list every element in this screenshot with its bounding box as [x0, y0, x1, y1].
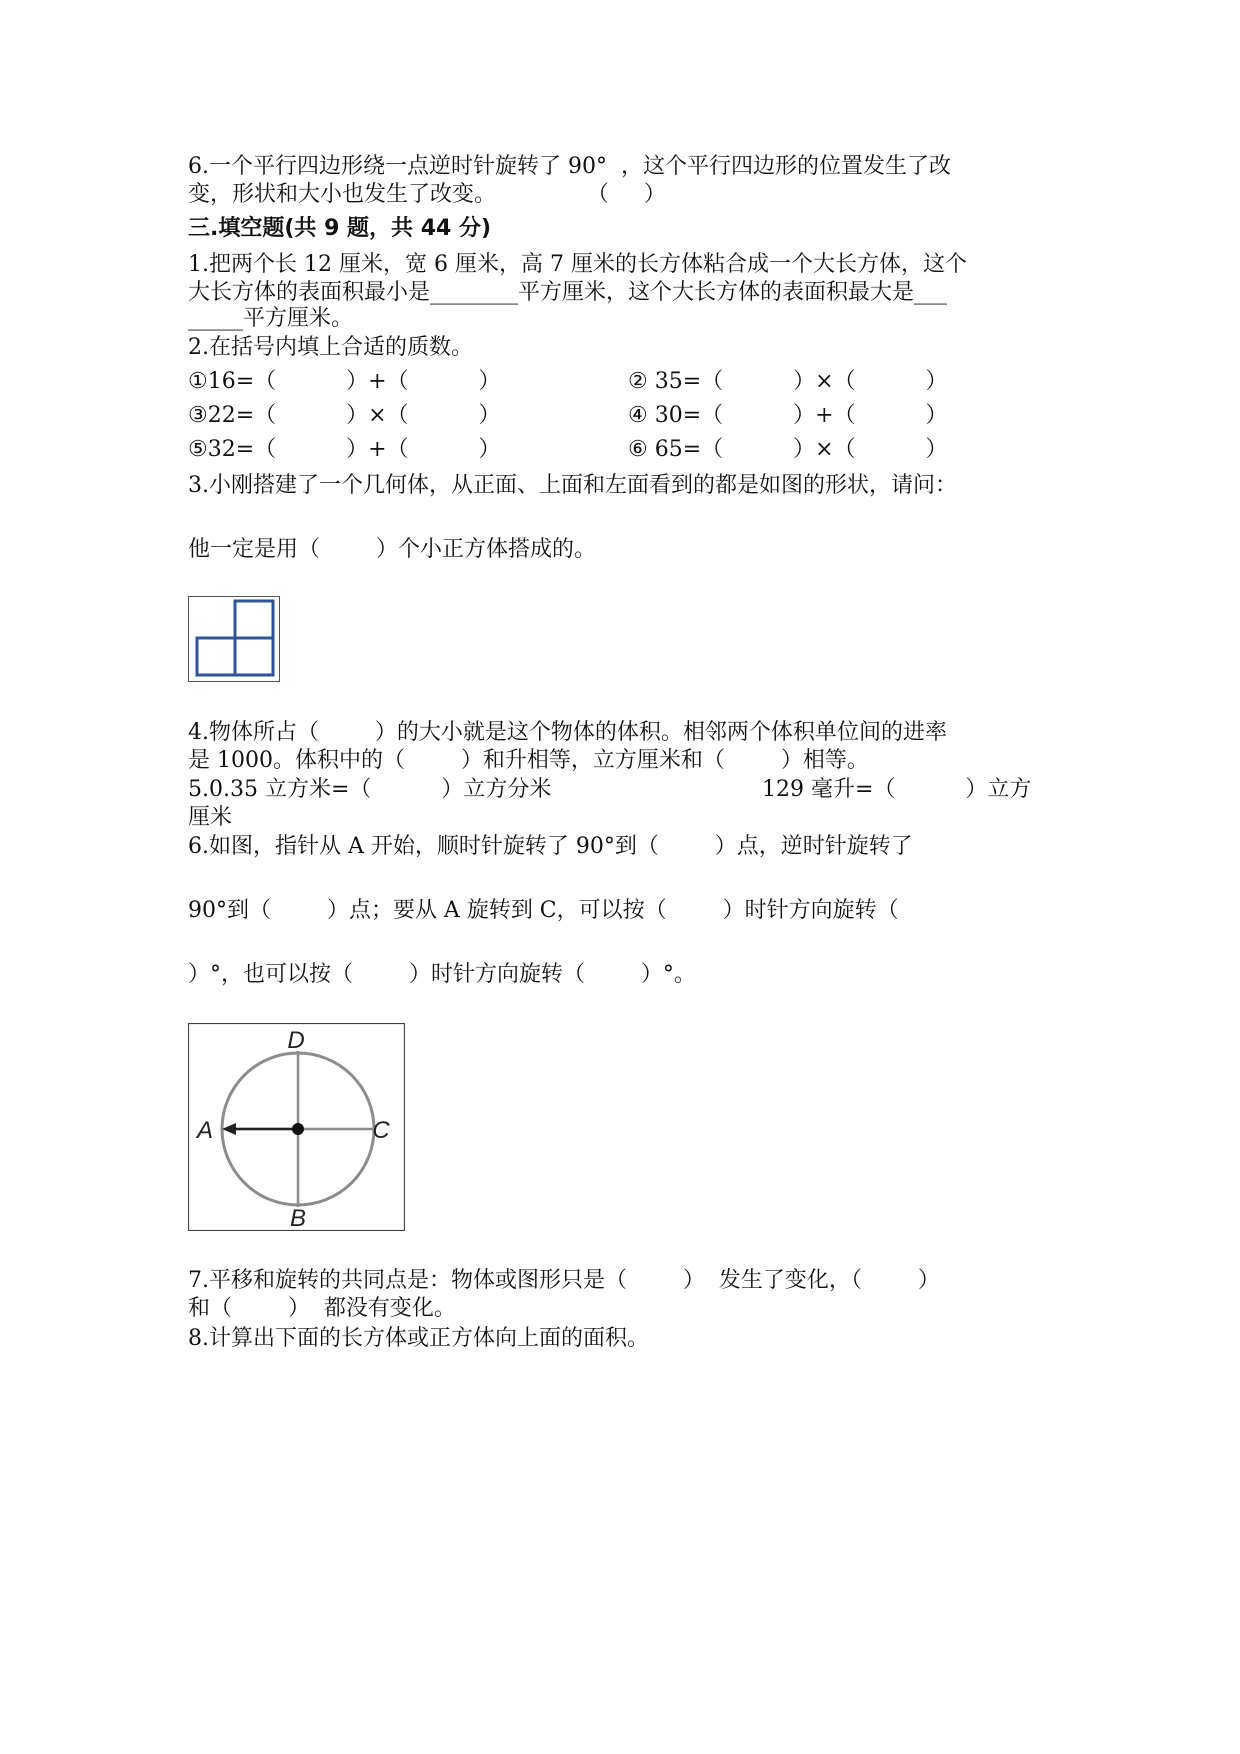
q6-line2: 90°到（ ）点；要从 A 旋转到 C，可以按（ ）时针方向旋转（: [188, 898, 899, 923]
q2-item-5: ⑤32=（ ）+（ ）: [188, 437, 501, 462]
label-d: D: [287, 1027, 305, 1054]
label-a: A: [196, 1117, 214, 1144]
q1-line2: 大长方体的表面积最小是________平方厘米，这个大长方体的表面积最大是___: [188, 280, 948, 305]
q7-line2: 和（ ） 都没有变化。: [188, 1296, 456, 1321]
q3-line1: 3.小刚搭建了一个几何体，从正面、上面和左面看到的都是如图的形状，请问：: [188, 473, 957, 498]
q2-item-4: ④ 30=（ ）+（ ）: [628, 403, 948, 428]
q7-line1: 7.平移和旋转的共同点是：物体或图形只是（ ） 发生了变化，（ ）: [188, 1268, 940, 1293]
block-view-figure: [188, 596, 280, 682]
label-c: C: [372, 1117, 390, 1144]
section-title: 三.填空题(共 9 题，共 44 分): [188, 216, 492, 241]
q5-line2: 厘米: [188, 805, 233, 830]
q8-line1: 8.计算出下面的长方体或正方体向上面的面积。: [188, 1326, 649, 1351]
q2-item-6: ⑥ 65=（ ）×（ ）: [628, 437, 948, 462]
judge-q6-line2: 变，形状和大小也发生了改变。 （ ）: [188, 182, 666, 207]
q5-line1b: 129 毫升=（ ）立方: [762, 777, 1032, 802]
q2-title: 2.在括号内填上合适的质数。: [188, 335, 473, 360]
q3-line2: 他一定是用（ ）个小正方体搭成的。: [188, 537, 596, 562]
q1-line3: _____平方厘米。: [188, 306, 354, 331]
judge-q6-line1: 6.一个平行四边形绕一点逆时针旋转了 90° ，这个平行四边形的位置发生了改: [188, 154, 951, 179]
q6-line3: ）°，也可以按（ ）时针方向旋转（ ）°。: [188, 962, 696, 987]
q1-line1: 1.把两个长 12 厘米，宽 6 厘米，高 7 厘米的长方体粘合成一个大长方体，这个: [188, 252, 967, 277]
dial-figure: [188, 1023, 405, 1231]
q2-item-1: ①16=（ ）+（ ）: [188, 369, 501, 394]
q2-item-3: ③22=（ ）×（ ）: [188, 403, 501, 428]
label-b: B: [289, 1205, 307, 1231]
q2-item-2: ② 35=（ ）×（ ）: [628, 369, 948, 394]
q5-line1a: 5.0.35 立方米=（ ）立方分米: [188, 777, 552, 802]
dial-center-dot: [292, 1123, 304, 1135]
q4-line2: 是 1000。体积中的（ ）和升相等，立方厘米和（ ）相等。: [188, 748, 869, 773]
q4-line1: 4.物体所占（ ）的大小就是这个物体的体积。相邻两个体积单位间的进率: [188, 720, 947, 745]
q6-line1: 6.如图，指针从 A 开始，顺时针旋转了 90°到（ ）点，逆时针旋转了: [188, 834, 913, 859]
